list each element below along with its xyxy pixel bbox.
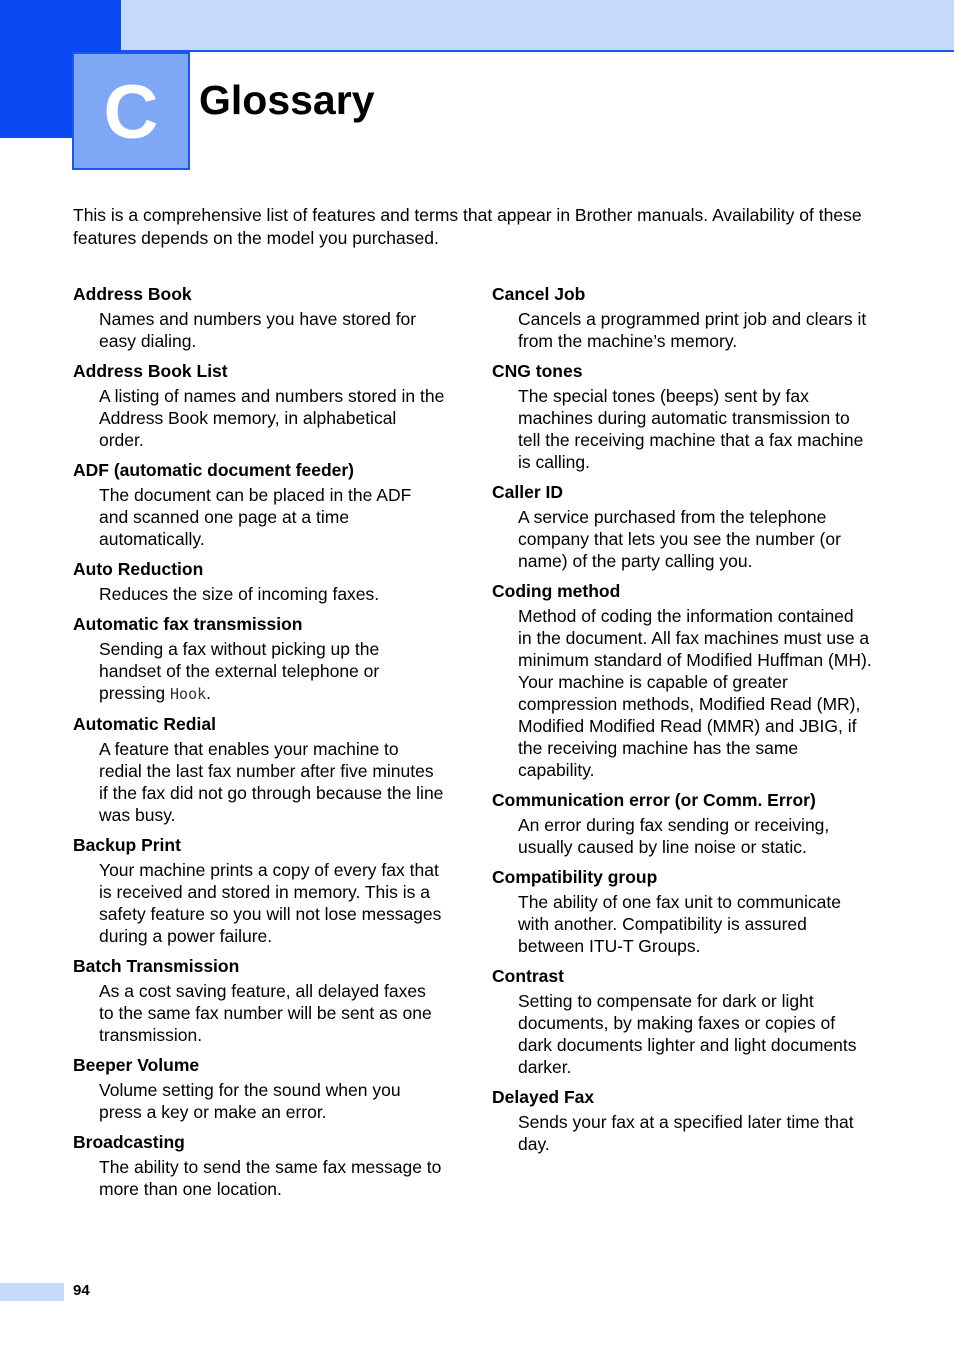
glossary-entry [73, 360, 445, 451]
glossary-definition: A listing of names and numbers stored in the Address Book memory, in alphabetical order. [99, 386, 445, 450]
chapter-badge [72, 52, 190, 170]
page-title: Glossary [199, 77, 375, 123]
glossary-entry [73, 613, 445, 705]
glossary-definition: As a cost saving feature, all delayed faxes to the same fax number will be sent as one transmission. [99, 981, 432, 1045]
glossary-entry [492, 866, 872, 957]
glossary-definition: The special tones (beeps) sent by fax machines during automatic transmission to tell the receiving machine that a fax machine is calling. [518, 386, 864, 472]
glossary-entry [73, 558, 445, 605]
footer-band [0, 1283, 64, 1301]
glossary-term: Batch Transmission [73, 956, 240, 976]
glossary-definition: Setting to compensate for dark or light documents, by making faxes or copies of dark documents lighter and light documents darker. [518, 991, 857, 1077]
glossary-definition: Method of coding the information contained in the document. All fax machines must use a minimum standard of Modified Huffman (MH). Your machine is capable of greater compression methods, Modified Read (MR), Modified Modified Read (MMR) and JBIG, if the receiving machine has the same capability. [518, 606, 872, 780]
glossary-term: Delayed Fax [492, 1087, 595, 1107]
glossary-definition: A feature that enables your machine to redial the last fax number after five minutes if the fax did not go through because the line was busy. [99, 739, 444, 825]
glossary-definition: An error during fax sending or receiving, usually caused by line noise or static. [518, 815, 830, 857]
glossary-definition: Your machine prints a copy of every fax that is received and stored in memory. This is a safety feature so you will not lose messages during a power failure. [99, 860, 442, 946]
glossary-entry [492, 481, 872, 572]
glossary-entry [492, 965, 872, 1078]
glossary-term: Beeper Volume [73, 1055, 200, 1075]
glossary-definition: The document can be placed in the ADF and scanned one page at a time automatically. [99, 485, 412, 549]
glossary-right-column [492, 283, 872, 1163]
glossary-definition: Volume setting for the sound when you press a key or make an error. [99, 1080, 401, 1122]
glossary-entry [492, 789, 872, 858]
definition-text-end: . [206, 683, 212, 703]
glossary-term: Backup Print [73, 835, 181, 855]
glossary-term: Coding method [492, 581, 621, 601]
glossary-definition: A service purchased from the telephone company that lets you see the number (or name) of the party calling you. [518, 507, 841, 571]
glossary-entry [73, 283, 445, 352]
glossary-definition: The ability to send the same fax message to more than one location. [99, 1157, 442, 1199]
glossary-term: Address Book List [73, 361, 228, 381]
glossary-entry [492, 283, 872, 352]
glossary-term: ADF (automatic document feeder) [73, 460, 354, 480]
glossary-term: Communication error (or Comm. Error) [492, 790, 816, 810]
glossary-entry [73, 459, 445, 550]
page-number: 94 [73, 1282, 90, 1299]
glossary-term: CNG tones [492, 361, 583, 381]
glossary-left-column [73, 283, 445, 1208]
glossary-term: Caller ID [492, 482, 563, 502]
chapter-letter: C [103, 70, 159, 155]
intro-paragraph: This is a comprehensive list of features and terms that appear in Brother manuals. Availability of these features depends on the model you purchased. [73, 205, 862, 248]
hook-key-label: Hook [170, 685, 207, 703]
glossary-definition: Names and numbers you have stored for easy dialing. [99, 309, 417, 351]
glossary-term: Address Book [73, 284, 192, 304]
glossary-definition [99, 638, 445, 705]
definition-text: Sending a fax without picking up the handset of the external telephone or pressing [99, 639, 380, 703]
glossary-entry [492, 360, 872, 473]
glossary-entry [73, 834, 445, 947]
glossary-term: Automatic Redial [73, 714, 216, 734]
glossary-term: Auto Reduction [73, 559, 204, 579]
glossary-entry [73, 713, 445, 826]
glossary-entry [73, 1131, 445, 1200]
glossary-definition: Sends your fax at a specified later time that day. [518, 1112, 854, 1154]
glossary-entry [73, 1054, 445, 1123]
glossary-definition: Cancels a programmed print job and clears it from the machine’s memory. [518, 309, 867, 351]
glossary-term: Compatibility group [492, 867, 658, 887]
glossary-definition: Reduces the size of incoming faxes. [99, 584, 380, 604]
glossary-entry [492, 580, 872, 781]
glossary-term: Broadcasting [73, 1132, 185, 1152]
glossary-term: Cancel Job [492, 284, 586, 304]
glossary-definition: The ability of one fax unit to communicate with another. Compatibility is assured between ITU-T Groups. [518, 892, 841, 956]
header-band [120, 0, 954, 52]
glossary-term: Automatic fax transmission [73, 614, 303, 634]
glossary-entry [492, 1086, 872, 1155]
glossary-term: Contrast [492, 966, 564, 986]
glossary-entry [73, 955, 445, 1046]
